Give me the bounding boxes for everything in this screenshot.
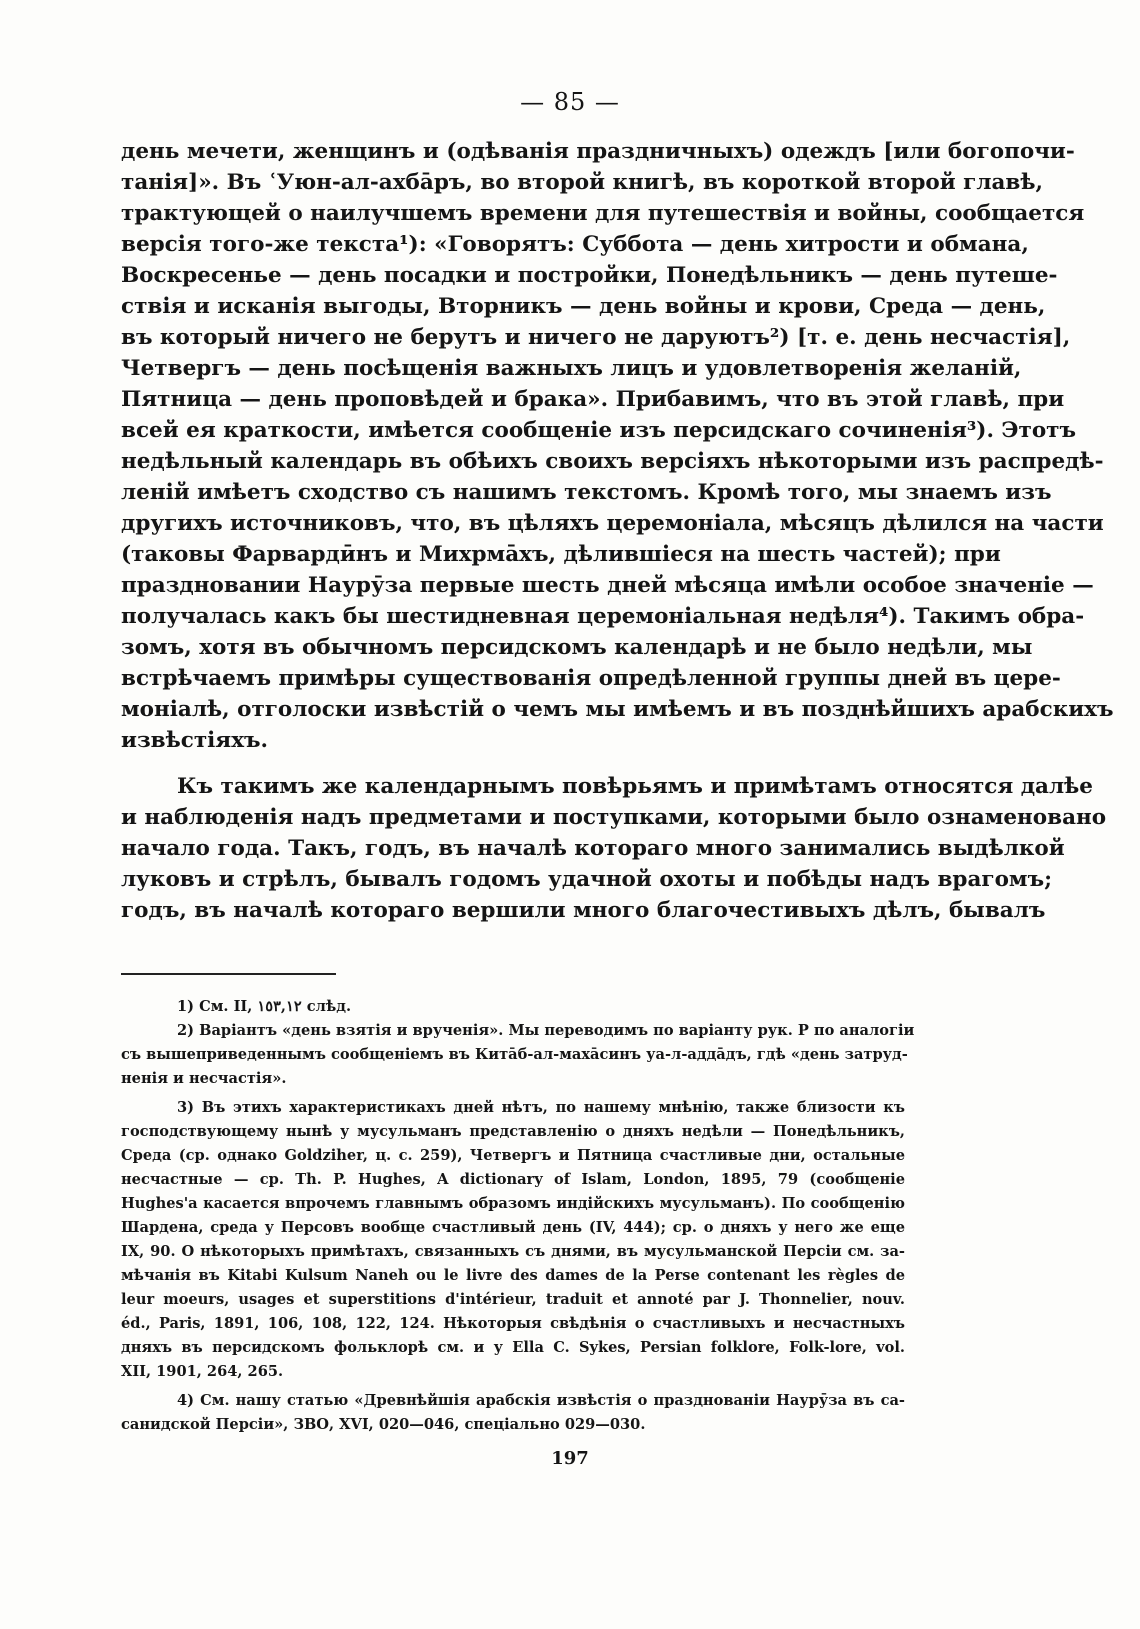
footnote-line: несчастные — ср. Th. P. Hughes, A dictionary of Islam, London, 1895, 79 (сообщеніе — [121, 1171, 905, 1188]
footnote-line: мѣчанія въ Kitabi Kulsum Naneh ou le livre des dames de la Perse contenant les règles de — [121, 1267, 905, 1284]
footnote-line: 3) Въ этихъ характеристикахъ дней нѣтъ, по нашему мнѣнію, также близости къ — [177, 1099, 905, 1116]
footnote-line: санидской Персіи», ЗВО, XVI, 020—046, спеціально 029—030. — [121, 1416, 646, 1433]
footnote-line: ненія и несчастія». — [121, 1070, 287, 1087]
text-line: встрѣчаемъ примѣры существованія опредѣленной группы дней въ цере- — [121, 666, 1061, 691]
footnote-line: leur moeurs, usages et superstitions d'intérieur, traduit et annoté par J. Thonnelier, nouv. — [121, 1291, 905, 1308]
text-line: леній имѣетъ сходство съ нашимъ текстомъ. Кромѣ того, мы знаемъ изъ — [121, 480, 1052, 505]
text-line: зомъ, хотя въ обычномъ персидскомъ календарѣ и не было недѣли, мы — [121, 635, 1033, 660]
text-line: получалась какъ бы шестидневная церемоніальная недѣля⁴). Такимъ обра- — [121, 604, 1085, 629]
text-line: моніалѣ, отголоски извѣстій о чемъ мы имѣемъ и въ позднѣйшихъ арабскихъ — [121, 697, 1114, 722]
footnote-line: съ вышеприведеннымъ сообщеніемъ въ Китāб-ал-махāсинъ уа-л-аддāдъ, гдѣ «день затруд- — [121, 1046, 908, 1063]
page-number: — 85 — — [520, 88, 620, 116]
footnote-line: Шардена, среда у Персовъ вообще счастливый день (IV, 444); ср. о дняхъ у него же еще — [121, 1219, 905, 1236]
footnote-line: IX, 90. О нѣкоторыхъ примѣтахъ, связанныхъ съ днями, въ мусульманской Персіи см. за- — [121, 1243, 905, 1260]
text-line: недѣльный календарь въ обѣихъ своихъ версіяхъ нѣкоторыми изъ распредѣ- — [121, 449, 1104, 474]
footnote-line: 2) Варіантъ «день взятія и врученія». Мы переводимъ по варіанту рук. P по аналогіи — [177, 1022, 915, 1039]
footnote-line: 1) См. II, ١٥٣,١٢ слѣд. — [177, 998, 352, 1015]
text-line: трактующей о наилучшемъ времени для путешествія и войны, сообщается — [121, 201, 1085, 226]
text-line: праздновании Наурӯза первые шесть дней мѣсяца имѣли особое значеніе — — [121, 573, 1094, 598]
text-line: луковъ и стрѣлъ, бывалъ годомъ удачной охоты и побѣды надъ врагомъ; — [121, 867, 1053, 892]
text-line: Къ такимъ же календарнымъ повѣрьямъ и примѣтамъ относятся далѣе — [177, 774, 1093, 799]
footnote-divider — [121, 973, 336, 975]
text-line: извѣстіяхъ. — [121, 728, 268, 753]
footnote-line: Hughes'а касается впрочемъ главнымъ образомъ индійскихъ мусульманъ). По сообщенію — [121, 1195, 905, 1212]
text-line: день мечети, женщинъ и (одѣванія праздничныхъ) одеждъ [или богопочи- — [121, 139, 1075, 164]
text-line: и наблюденія надъ предметами и поступками, которыми было ознаменовано — [121, 805, 1107, 830]
footnote-line: 4) См. нашу статью «Древнѣйшія арабскія извѣстія о празднованіи Наурӯза въ са- — [177, 1392, 905, 1409]
footnote-line: дняхъ въ персидскомъ фольклорѣ см. и у Ella C. Sykes, Persian folklore, Folk-lore, vol. — [121, 1339, 905, 1356]
text-line: версія того-же текста¹): «Говорятъ: Суббота — день хитрости и обмана, — [121, 232, 1029, 257]
text-line: начало года. Такъ, годъ, въ началѣ котораго много занимались выдѣлкой — [121, 836, 1065, 861]
text-line: другихъ источниковъ, что, въ цѣляхъ церемоніала, мѣсяцъ дѣлился на части — [121, 511, 1104, 536]
text-line: Четвергъ — день посѣщенія важныхъ лицъ и удовлетворенія желаній, — [121, 356, 1022, 381]
text-line: ствія и исканія выгоды, Вторникъ — день войны и крови, Среда — день, — [121, 294, 1046, 319]
text-line: Пятница — день проповѣдей и брака». Прибавимъ, что въ этой главѣ, при — [121, 387, 1065, 412]
text-line: годъ, въ началѣ котораго вершили много благочестивыхъ дѣлъ, бывалъ — [121, 898, 1046, 923]
text-line: (таковы Фарвардӣнъ и Михрмāхъ, дѣлившіеся на шесть частей); при — [121, 542, 1001, 567]
footnote-line: Среда (ср. однако Goldziher, ц. с. 259), Четвергъ и Пятница счастливые дни, остальные — [121, 1147, 905, 1164]
text-line: Воскресенье — день посадки и постройки, Понедѣльникъ — день путеше- — [121, 263, 1058, 288]
text-line: всей ея краткости, имѣется сообщеніе изъ персидскаго сочиненія³). Этотъ — [121, 418, 1076, 443]
text-line: въ который ничего не берутъ и ничего не даруютъ²) [т. е. день несчастія], — [121, 325, 1071, 350]
printer-signature: 197 — [551, 1448, 589, 1469]
text-line: танія]». Въ ʿУюн-ал-ахбāръ, во второй книгѣ, въ короткой второй главѣ, — [121, 170, 1043, 195]
footnote-line: господствующему нынѣ у мусульманъ представленію о дняхъ недѣли — Понедѣльникъ, — [121, 1123, 905, 1140]
footnote-line: éd., Paris, 1891, 106, 108, 122, 124. Нѣкоторыя свѣдѣнія о счастливыхъ и несчастныхъ — [121, 1315, 905, 1332]
footnote-line: XII, 1901, 264, 265. — [121, 1363, 284, 1380]
